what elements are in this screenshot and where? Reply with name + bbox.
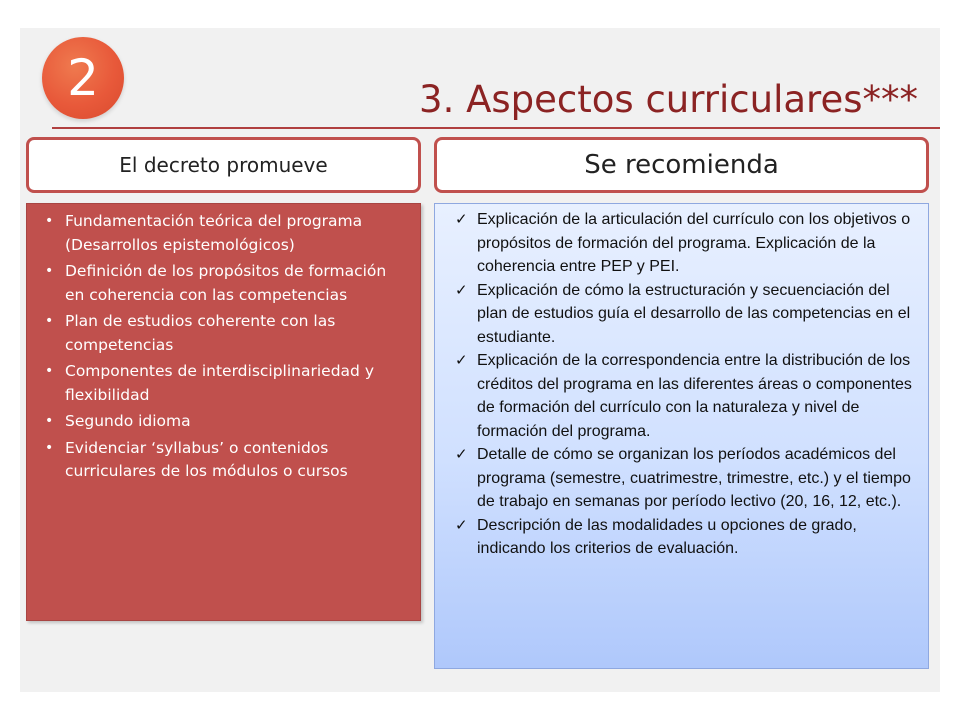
page-title: 3. Aspectos curriculares*** xyxy=(419,78,918,121)
left-header-label: El decreto promueve xyxy=(119,153,328,177)
list-item xyxy=(447,443,914,514)
bullet-dot-icon: • xyxy=(45,363,54,379)
badge-number: 2 xyxy=(67,49,99,107)
left-column-header xyxy=(26,137,421,193)
list-item-text: Evidenciar ‘syllabus’ o contenidos curriculares de los módulos o cursos xyxy=(65,438,348,480)
recommendation-list-panel xyxy=(434,203,929,669)
list-item-text: Descripción de las modalidades u opciones de grado, indicando los criterios de evaluación. xyxy=(477,516,857,557)
list-item xyxy=(447,349,914,443)
list-item xyxy=(447,279,914,350)
checkmark-icon: ✓ xyxy=(455,351,468,369)
checkmark-icon: ✓ xyxy=(455,280,468,299)
list-item-text: Segundo idioma xyxy=(65,412,191,430)
list-item xyxy=(43,410,408,434)
list-item-text: Explicación de la articulación del currículo con los objetivos o propósitos de formación del programa. Explicación de la coherencia entre PEP y PEI. xyxy=(477,211,911,275)
bullet-dot-icon: • xyxy=(45,263,54,279)
list-item-text: Plan de estudios coherente con las competencias xyxy=(65,312,336,354)
bullet-dot-icon: • xyxy=(45,213,54,229)
right-header-label: Se recomienda xyxy=(584,150,779,180)
bullet-dot-icon: • xyxy=(45,439,54,456)
list-item-text: Explicación de cómo la estructuración y secuenciación del plan de estudios guía el desarrollo de las competencias en el estudiante. xyxy=(477,281,911,346)
title-underline xyxy=(52,127,940,129)
checkmark-icon: ✓ xyxy=(455,210,468,228)
bullet-dot-icon: • xyxy=(45,313,54,329)
list-item xyxy=(43,210,408,257)
slide-number-badge xyxy=(42,37,124,119)
list-item-text: Fundamentación teórica del programa (Desarrollos epistemológicos) xyxy=(65,212,363,254)
right-column-header xyxy=(434,137,929,193)
decree-list xyxy=(43,210,408,484)
list-item-text: Detalle de cómo se organizan los períodos académicos del programa (semestre, cuatrimestre, trimestre, etc.) y el tiempo de trabajo en semanas por período lectivo (20, 16, 12, etc.). xyxy=(477,446,911,510)
list-item-text: Definición de los propósitos de formación en coherencia con las competencias xyxy=(65,262,387,304)
list-item xyxy=(447,514,914,561)
list-item-text: Explicación de la correspondencia entre la distribución de los créditos del programa en las diferentes áreas o componentes de formación del currículo con la naturaleza y nivel de formación del programa. xyxy=(477,352,912,440)
list-item xyxy=(43,360,408,407)
list-item xyxy=(43,437,408,484)
bullet-dot-icon: • xyxy=(45,413,54,429)
list-item-text: Componentes de interdisciplinariedad y flexibilidad xyxy=(65,362,374,404)
list-item xyxy=(43,310,408,357)
list-item xyxy=(447,208,914,279)
checkmark-icon: ✓ xyxy=(455,515,468,534)
checkmark-icon: ✓ xyxy=(455,445,468,463)
decree-list-panel xyxy=(26,203,421,621)
recommendation-list xyxy=(447,208,914,561)
list-item xyxy=(43,260,408,307)
